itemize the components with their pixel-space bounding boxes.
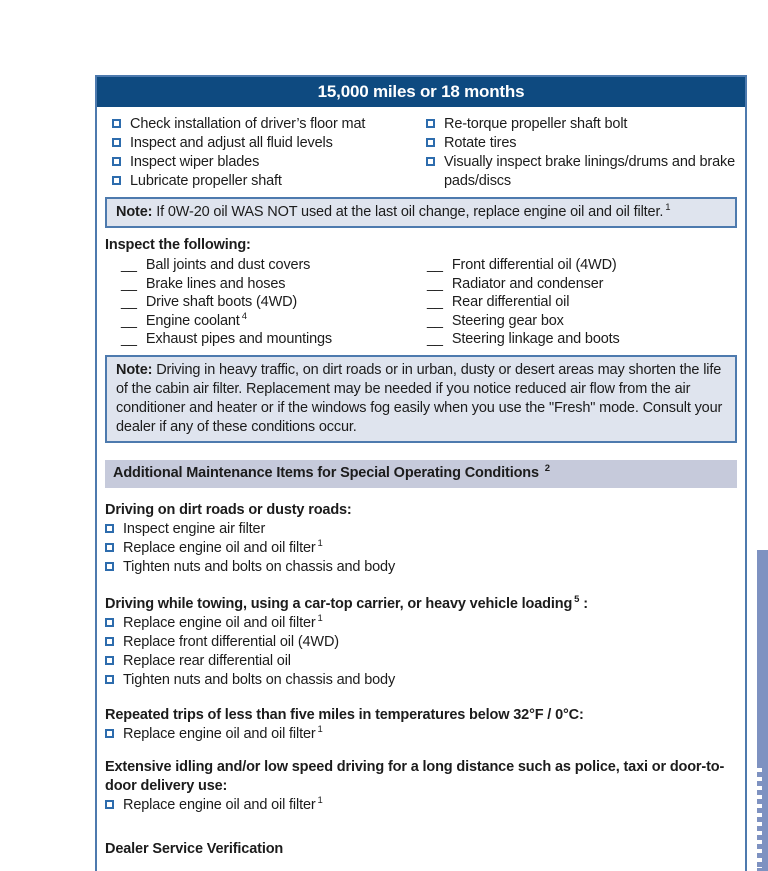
checkbox-icon[interactable]	[105, 656, 114, 665]
condition-item-label: Inspect engine air filter	[123, 520, 266, 537]
checkbox-icon[interactable]	[105, 618, 114, 627]
condition-item-label: Tighten nuts and bolts on chassis and body	[123, 671, 396, 688]
checkbox-icon[interactable]	[112, 119, 121, 128]
checkbox-icon[interactable]	[112, 176, 121, 185]
condition-item-label: Replace engine oil and oil filter $^1$	[123, 537, 323, 556]
checklist-item	[112, 172, 426, 191]
special-conditions-band	[105, 460, 737, 488]
checkbox-icon[interactable]	[105, 675, 114, 684]
inspect-item	[121, 330, 427, 349]
checkbox-icon[interactable]	[426, 157, 435, 166]
condition-group-dirt-roads	[105, 501, 737, 577]
inspect-item	[427, 330, 737, 349]
inspect-item-label: Engine coolant $^4$	[145, 310, 247, 329]
fill-in-line[interactable]: __	[427, 275, 443, 292]
condition-item-label: Replace engine oil and oil filter $^1$	[123, 723, 323, 742]
fill-in-line[interactable]: __	[427, 331, 443, 347]
checklist-item-label: Inspect wiper blades	[130, 154, 260, 170]
condition-item-label: Replace engine oil and oil filter $^1$	[123, 794, 323, 813]
note-label: Note:	[116, 204, 153, 220]
checkbox-icon[interactable]	[112, 157, 121, 166]
fill-in-line[interactable]: __	[121, 312, 137, 329]
band-title: Additional Maintenance Items for Special Operating Conditions	[113, 464, 539, 481]
inspect-item	[427, 312, 737, 331]
note-label: Note:	[116, 361, 153, 378]
checkbox-icon[interactable]	[426, 138, 435, 147]
checklist-item	[112, 134, 426, 153]
inspect-item	[427, 275, 737, 294]
checklist-item-label: Visually inspect brake linings/drums and brake pads/discs	[444, 154, 736, 189]
condition-item-label: Tighten nuts and bolts on chassis and body	[123, 558, 396, 575]
condition-item	[105, 558, 737, 577]
fill-in-line[interactable]: __	[121, 331, 137, 347]
inspect-heading: Inspect the following:	[105, 237, 251, 253]
maintenance-schedule-box	[95, 75, 747, 871]
condition-group-short-trips	[105, 706, 737, 744]
condition-item	[105, 652, 737, 671]
fill-in-line[interactable]: __	[427, 257, 443, 273]
inspect-item-label: Drive shaft boots (4WD)	[145, 294, 298, 310]
inspect-item-label: Steering linkage and boots	[451, 331, 620, 347]
checkbox-icon[interactable]	[105, 637, 114, 646]
fill-in-line[interactable]: __	[121, 275, 137, 292]
condition-heading: Driving while towing, using a car-top carrier, or heavy vehicle loading $^5$ :	[105, 593, 588, 612]
inspect-item-label: Steering gear box	[451, 312, 564, 329]
inspect-item	[121, 293, 427, 312]
note-box-cabin-filter	[105, 355, 737, 443]
checklist-item	[112, 153, 426, 172]
mileage-header-title: 15,000 miles or 18 months	[317, 82, 525, 101]
condition-item-label: Replace rear differential oil	[123, 652, 291, 669]
footnote-ref: 1	[665, 202, 671, 214]
footnote-ref: 1	[317, 723, 323, 735]
condition-heading: Extensive idling and/or low speed driving for a long distance such as police, taxi or door-to-door delivery use:	[105, 758, 725, 794]
fill-in-line[interactable]: __	[121, 257, 137, 273]
inspect-item	[121, 312, 427, 331]
footnote-ref: 5	[574, 593, 580, 605]
footnote-ref: 2	[544, 462, 550, 474]
inspect-section	[97, 255, 745, 349]
footnote-ref: 1	[317, 612, 323, 624]
checklist-item-label: Lubricate propeller shaft	[130, 173, 282, 189]
fill-in-line[interactable]: __	[427, 294, 443, 310]
note-text: Driving in heavy traffic, on dirt roads or in urban, dusty or desert areas may shorten the life of the cabin air filter. Replacement may be needed if you notice reduced air flow from the air conditioner and heater or if the windows fog easily when you use the "Fresh" mode. Consult your dealer if any of these conditions occur.	[116, 361, 723, 435]
inspect-item-label: Radiator and condenser	[451, 275, 604, 292]
footnote-ref: 1	[317, 794, 323, 806]
condition-heading: Driving on dirt roads or dusty roads:	[105, 501, 352, 518]
checkbox-icon[interactable]	[105, 543, 114, 552]
checklist-left-column	[112, 115, 426, 191]
condition-item	[105, 520, 737, 539]
inspect-item-label: Brake lines and hoses	[145, 275, 286, 292]
condition-item	[105, 796, 737, 815]
checklist-item-label: Inspect and adjust all fluid levels	[130, 135, 333, 151]
checklist-item	[426, 153, 737, 191]
condition-heading: Repeated trips of less than five miles in temperatures below 32°F / 0°C:	[105, 706, 584, 723]
inspect-item	[121, 256, 427, 275]
note-text: If 0W-20 oil WAS NOT used at the last oil change, replace engine oil and oil filter.	[156, 204, 664, 220]
note-box-oil	[105, 197, 737, 228]
condition-item	[105, 725, 737, 744]
checklist-item	[112, 115, 426, 134]
condition-group-idling	[105, 758, 737, 815]
checkbox-icon[interactable]	[105, 729, 114, 738]
inspect-left-column	[121, 256, 427, 349]
mileage-header	[97, 77, 745, 107]
checklist-item-label: Re-torque propeller shaft bolt	[444, 116, 628, 132]
checklist-item	[426, 134, 737, 153]
checkbox-icon[interactable]	[105, 524, 114, 533]
fill-in-line[interactable]: __	[427, 312, 443, 329]
inspect-item-label: Rear differential oil	[451, 294, 570, 310]
checklist-right-column	[426, 115, 737, 191]
inspect-item-label: Ball joints and dust covers	[145, 257, 311, 273]
checklist-item	[426, 115, 737, 134]
checkbox-icon[interactable]	[426, 119, 435, 128]
clipped-next-heading: Dealer Service Verification	[105, 840, 284, 857]
inspect-item	[427, 293, 737, 312]
checklist-item-label: Rotate tires	[444, 135, 517, 151]
condition-item	[105, 671, 737, 690]
inspect-item-label: Front differential oil (4WD)	[451, 257, 617, 273]
condition-item-label: Replace front differential oil (4WD)	[123, 633, 339, 650]
side-tab	[757, 550, 768, 871]
condition-item-label: Replace engine oil and oil filter $^1$	[123, 612, 323, 631]
condition-item	[105, 539, 737, 558]
inspect-item-label: Exhaust pipes and mountings	[145, 331, 333, 347]
footnote-ref: 4	[241, 310, 247, 322]
inspect-item	[427, 256, 737, 275]
checklist-item-label: Check installation of driver’s floor mat	[130, 116, 366, 132]
checkbox-icon[interactable]	[105, 562, 114, 571]
condition-item	[105, 633, 737, 652]
inspect-item	[121, 275, 427, 294]
fill-in-line[interactable]: __	[121, 294, 137, 310]
inspect-right-column	[427, 256, 737, 349]
condition-group-towing	[105, 595, 737, 690]
condition-item	[105, 614, 737, 633]
checklist-section	[97, 107, 745, 191]
checkbox-icon[interactable]	[112, 138, 121, 147]
checkbox-icon[interactable]	[105, 800, 114, 809]
footnote-ref: 1	[317, 537, 323, 549]
